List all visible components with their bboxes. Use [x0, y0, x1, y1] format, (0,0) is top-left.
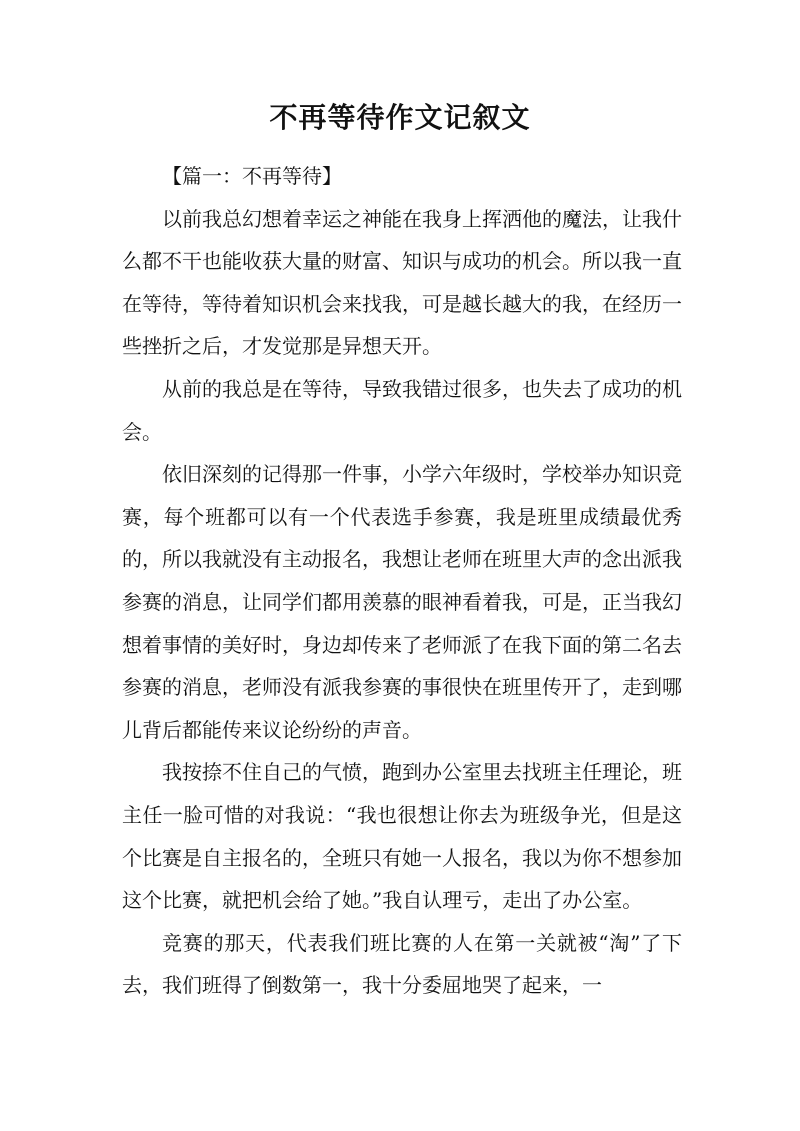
section-heading: 【篇一：不再等待】	[162, 164, 342, 188]
document-body	[122, 155, 682, 1007]
paragraph-1: 以前我总幻想着幸运之神能在我身上挥洒他的魔法，让我什么都不干也能收获大量的财富、知识与成功的机会。所以我一直在等待，等待着知识机会来找我，可是越长越大的我，在经历一些挫折之后，才发觉那是异想天开。	[122, 206, 682, 359]
paragraph-4: 我按捺不住自己的气愤，跑到办公室里去找班主任理论，班主任一脸可惜的对我说：“我也很想让你去为班级争光，但是这个比赛是自主报名的，全班只有她一人报名，我以为你不想参加这个比赛，就把机会给了她。”我自认理亏，走出了办公室。	[122, 760, 682, 913]
paragraph-2: 从前的我总是在等待，导致我错过很多，也失去了成功的机会。	[122, 376, 682, 444]
paragraph-3: 依旧深刻的记得那一件事，小学六年级时，学校举办知识竞赛，每个班都可以有一个代表选手参赛，我是班里成绩最优秀的，所以我就没有主动报名，我想让老师在班里大声的念出派我参赛的消息，让同学们都用羡慕的眼神看着我，可是，正当我幻想着事情的美好时，身边却传来了老师派了在我下面的第二名去参赛的消息，老师没有派我参赛的事很快在班里传开了，走到哪儿背后都能传来议论纷纷的声音。	[122, 462, 682, 742]
document-title: 不再等待作文记叙文	[269, 101, 531, 134]
paragraph-5: 竞赛的那天，代表我们班比赛的人在第一关就被“淘”了下去，我们班得了倒数第一，我十分委屈地哭了起来，一	[122, 930, 682, 998]
